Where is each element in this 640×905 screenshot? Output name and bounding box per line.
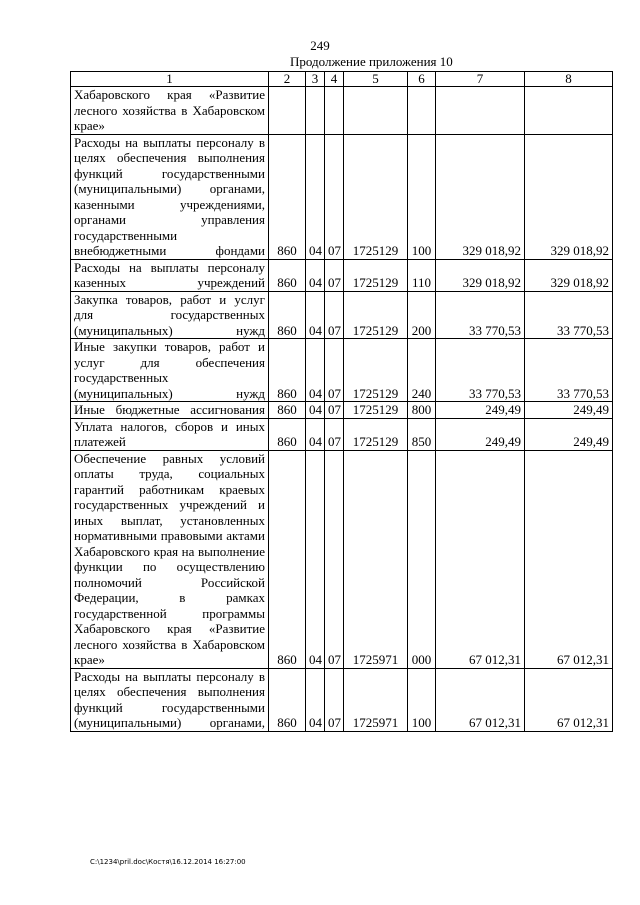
cell-section: [306, 87, 325, 135]
table-row: [71, 291, 613, 339]
cell-target-article: 1725971: [344, 668, 408, 731]
cell-subsection: 07: [325, 450, 344, 668]
row-description: Расходы на выплаты персоналу в целях обеспечения выполнения функций государственными (муниципальными) органами,: [71, 668, 269, 731]
cell-section: 04: [306, 450, 325, 668]
cell-expense-type: 800: [408, 402, 436, 419]
cell-amount-8: 249,49: [525, 402, 613, 419]
cell-ministry: 860: [269, 418, 306, 450]
cell-subsection: 07: [325, 291, 344, 339]
cell-expense-type: 240: [408, 339, 436, 402]
column-header: 6: [408, 72, 436, 87]
cell-amount-8: 329 018,92: [525, 134, 613, 259]
table-row: [71, 402, 613, 419]
table-row: [71, 418, 613, 450]
cell-ministry: [269, 87, 306, 135]
cell-target-article: 1725129: [344, 291, 408, 339]
row-description: Иные закупки товаров, работ и услуг для обеспечения государственных (муниципальных) нужд: [71, 339, 269, 402]
cell-target-article: 1725971: [344, 450, 408, 668]
cell-subsection: 07: [325, 418, 344, 450]
cell-expense-type: 110: [408, 259, 436, 291]
page-number: 249: [310, 38, 330, 53]
column-header: 7: [436, 72, 525, 87]
cell-subsection: 07: [325, 339, 344, 402]
cell-amount-7: 249,49: [436, 418, 525, 450]
table-row: [71, 87, 613, 135]
cell-section: 04: [306, 134, 325, 259]
cell-section: 04: [306, 259, 325, 291]
table-row: [71, 668, 613, 731]
cell-amount-7: 33 770,53: [436, 339, 525, 402]
cell-subsection: 07: [325, 259, 344, 291]
table-row: [71, 450, 613, 668]
row-description: Уплата налогов, сборов и иных платежей: [71, 418, 269, 450]
cell-subsection: 07: [325, 134, 344, 259]
cell-ministry: 860: [269, 259, 306, 291]
cell-amount-7: 329 018,92: [436, 259, 525, 291]
row-description: Обеспечение равных условий оплаты труда, социальных гарантий работникам краевых государственных учреждений и иных выплат, установленных нормативными правовыми актами Хабаровского края на выполнение функции по осуществлению полномочий Российской Федерации, в рамках государственной программы Хабаровского края «Развитие лесного хозяйства в Хабаровском крае»: [71, 450, 269, 668]
cell-amount-8: 67 012,31: [525, 450, 613, 668]
cell-section: 04: [306, 339, 325, 402]
cell-expense-type: 100: [408, 134, 436, 259]
cell-section: 04: [306, 668, 325, 731]
cell-amount-8: 329 018,92: [525, 259, 613, 291]
cell-amount-7: 67 012,31: [436, 450, 525, 668]
cell-target-article: 1725129: [344, 402, 408, 419]
cell-expense-type: 100: [408, 668, 436, 731]
cell-amount-8: 33 770,53: [525, 291, 613, 339]
table-row: [71, 339, 613, 402]
cell-ministry: 860: [269, 134, 306, 259]
row-description: Иные бюджетные ассигнования: [71, 402, 269, 419]
column-header: 5: [344, 72, 408, 87]
cell-ministry: 860: [269, 339, 306, 402]
cell-subsection: 07: [325, 402, 344, 419]
cell-expense-type: [408, 87, 436, 135]
cell-target-article: 1725129: [344, 259, 408, 291]
header-row: [71, 72, 613, 87]
cell-amount-7: 249,49: [436, 402, 525, 419]
cell-amount-7: 33 770,53: [436, 291, 525, 339]
row-description: Расходы на выплаты персоналу в целях обеспечения выполнения функций государственными (муниципальными) органами, казенными учреждениями, органами управления государственными внебюджетными фондами: [71, 134, 269, 259]
cell-ministry: 860: [269, 291, 306, 339]
footer-file-path: C:\1234\pril.doc\Костя\16.12.2014 16:27:00: [90, 858, 246, 866]
cell-amount-7: 329 018,92: [436, 134, 525, 259]
cell-amount-8: 33 770,53: [525, 339, 613, 402]
cell-expense-type: 200: [408, 291, 436, 339]
row-description: Расходы на выплаты персоналу казенных учреждений: [71, 259, 269, 291]
cell-amount-8: [525, 87, 613, 135]
column-header: 4: [325, 72, 344, 87]
column-header: 3: [306, 72, 325, 87]
cell-target-article: 1725129: [344, 339, 408, 402]
cell-amount-7: 67 012,31: [436, 668, 525, 731]
budget-table: [70, 71, 613, 732]
column-header: 1: [71, 72, 269, 87]
cell-section: 04: [306, 291, 325, 339]
cell-section: 04: [306, 418, 325, 450]
cell-subsection: [325, 87, 344, 135]
cell-target-article: 1725129: [344, 134, 408, 259]
cell-target-article: 1725129: [344, 418, 408, 450]
cell-target-article: [344, 87, 408, 135]
table-row: [71, 259, 613, 291]
column-header: 2: [269, 72, 306, 87]
cell-ministry: 860: [269, 668, 306, 731]
cell-expense-type: 850: [408, 418, 436, 450]
cell-amount-8: 67 012,31: [525, 668, 613, 731]
row-description: Закупка товаров, работ и услуг для государственных (муниципальных) нужд: [71, 291, 269, 339]
table-row: [71, 134, 613, 259]
column-header: 8: [525, 72, 613, 87]
cell-ministry: 860: [269, 402, 306, 419]
cell-ministry: 860: [269, 450, 306, 668]
row-description: Хабаровского края «Развитие лесного хозяйства в Хабаровском крае»: [71, 87, 269, 135]
cell-amount-8: 249,49: [525, 418, 613, 450]
cell-section: 04: [306, 402, 325, 419]
cell-subsection: 07: [325, 668, 344, 731]
continuation-title: Продолжение приложения 10: [290, 54, 453, 69]
cell-expense-type: 000: [408, 450, 436, 668]
cell-amount-7: [436, 87, 525, 135]
